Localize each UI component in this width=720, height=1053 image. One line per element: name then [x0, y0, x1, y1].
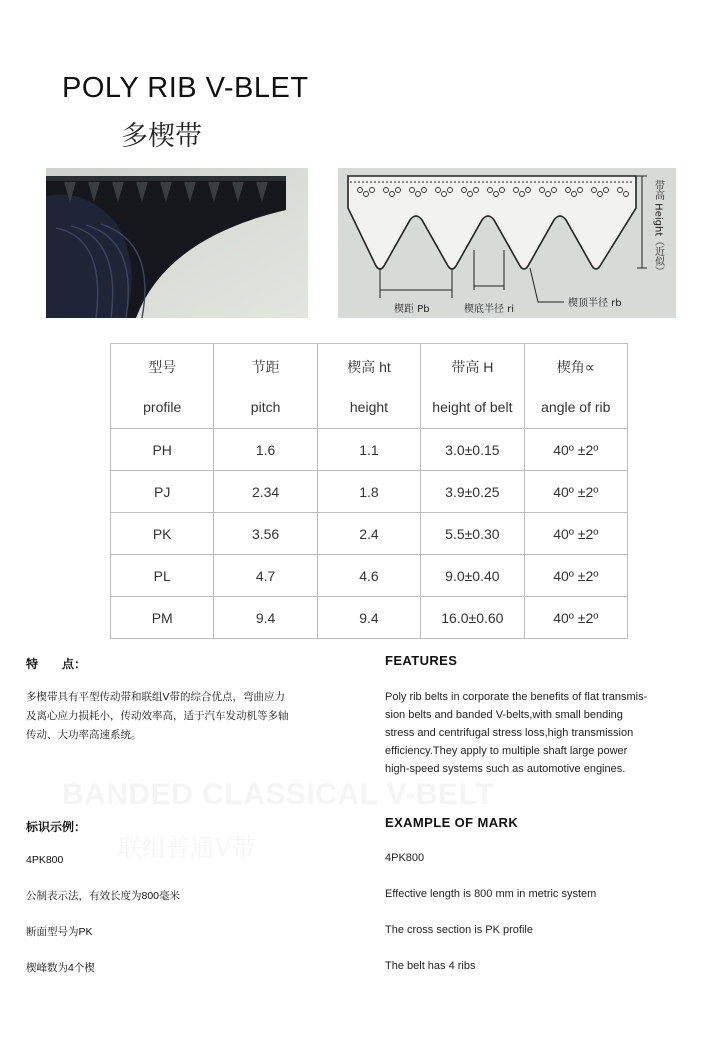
page-subtitle-cn: 多楔带: [121, 121, 202, 152]
page-title: POLY RIB V-BLET: [62, 72, 309, 104]
mark-item-en: Effective length is 800 mm in metric system: [385, 888, 597, 900]
table-header-row: [111, 344, 628, 429]
spec-table: [110, 343, 628, 639]
pitch-label: 楔距 Pb: [394, 304, 430, 315]
header-belt-height: 带高 H height of belt: [421, 344, 524, 429]
belt-photo: [46, 168, 308, 318]
cross-section-diagram: [338, 168, 676, 318]
table-row: PH 1.6 1.1 3.0±0.15 40º ±2º: [111, 429, 628, 471]
table-row: PJ 2.34 1.8 3.9±0.25 40º ±2º: [111, 471, 628, 513]
header-pitch: 节距 pitch: [214, 344, 317, 429]
watermark-text-cn: 联组普通V带: [118, 834, 256, 862]
features-text-en: Poly rib belts in corporate the benefits of flat transmis- sion belts and banded V-belts,with small bending stress and centrifugal stress loss,high transmission efficiency.They apply to multiple shaft large power high-speed systems such as automotive engines.: [385, 691, 648, 775]
mark-item-cn: 楔峰数为4个楔: [26, 962, 95, 974]
features-heading-cn: 特 点：: [26, 657, 87, 671]
height-label: 带高 Height（近似）: [652, 180, 664, 277]
mark-item-cn: 公制表示法，有效长度为800毫米: [26, 890, 181, 902]
watermark-text: BANDED CLASSICAL V-BELT: [62, 778, 495, 811]
top-radius-label: 楔顶半径 rb: [568, 298, 622, 309]
mark-heading-en: EXAMPLE OF MARK: [385, 815, 519, 830]
mark-item-cn: 4PK800: [26, 854, 64, 866]
table-row: PL 4.7 4.6 9.0±0.40 40º ±2º: [111, 555, 628, 597]
table-row: PM 9.4 9.4 16.0±0.60 40º ±2º: [111, 597, 628, 639]
mark-item-en: The cross section is PK profile: [385, 924, 533, 936]
mark-item-en: 4PK800: [385, 852, 425, 864]
header-profile: 型号 profile: [111, 344, 214, 429]
mark-item-en: The belt has 4 ribs: [385, 960, 476, 972]
header-rib-angle: 楔角∝ angle of rib: [524, 344, 627, 429]
table-row: PK 3.56 2.4 5.5±0.30 40º ±2º: [111, 513, 628, 555]
bottom-radius-label: 楔底半径 ri: [464, 304, 515, 315]
header-rib-height: 楔高 ht height: [317, 344, 420, 429]
mark-item-cn: 断面型号为PK: [26, 926, 93, 938]
mark-heading-cn: 标识示例：: [26, 820, 87, 834]
features-heading-en: FEATURES: [385, 653, 458, 668]
features-text-cn: 多楔带具有平型传动带和联组V带的综合优点，弯曲应力 及离心应力损耗小，传动效率高，适于汽车发动机等多轴 传动、大功率高速系统。: [26, 691, 289, 741]
